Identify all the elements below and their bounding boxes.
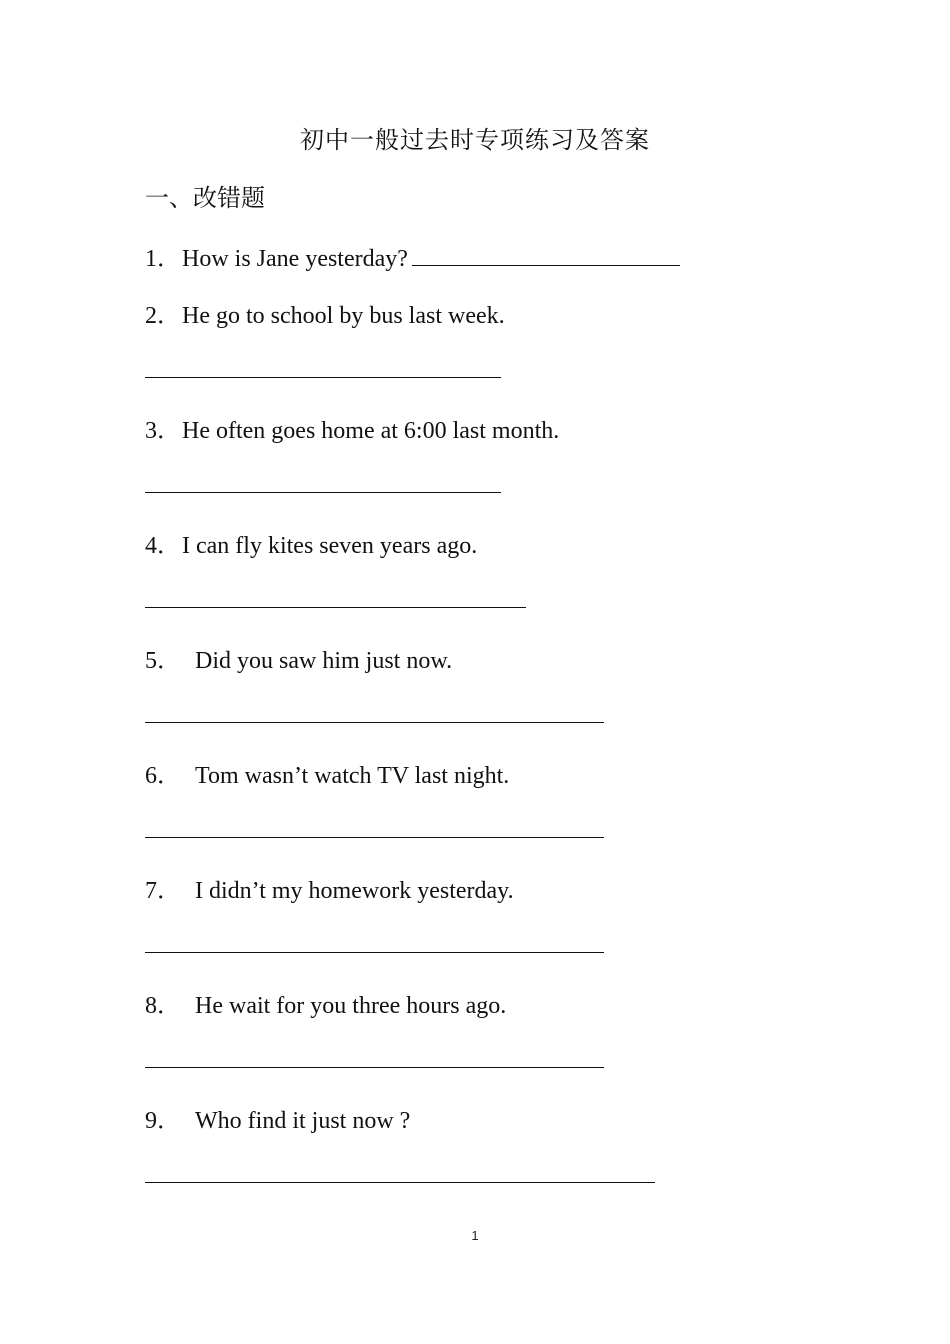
question-text: He often goes home at 6:00 last month. [182, 418, 560, 444]
answer-blank [145, 1182, 655, 1183]
question-5 [145, 640, 452, 675]
question-number: 2． [145, 303, 181, 329]
question-number: 6． [145, 763, 181, 789]
question-2 [145, 295, 505, 330]
answer-blank [145, 377, 501, 378]
question-number: 4． [145, 533, 181, 559]
document-title: 初中一般过去时专项练习及答案 [300, 126, 650, 154]
question-4 [145, 525, 477, 560]
question-text: He wait for you three hours ago. [195, 993, 507, 1019]
question-text: How is Jane yesterday? [182, 246, 408, 272]
answer-blank [145, 492, 501, 493]
question-number: 9． [145, 1108, 181, 1134]
question-text: Did you saw him just now. [195, 648, 453, 674]
answer-blank [412, 243, 680, 266]
question-7 [145, 870, 514, 905]
section-heading: 一、改错题 [145, 184, 265, 212]
question-text: I didn’t my homework yesterday. [195, 878, 514, 904]
answer-blank [145, 952, 604, 953]
answer-blank [145, 722, 604, 723]
question-number: 3． [145, 418, 181, 444]
page-number: 1 [471, 1228, 479, 1243]
question-6 [145, 755, 509, 790]
question-8 [145, 985, 506, 1020]
answer-blank [145, 607, 526, 608]
question-text: Tom wasn’t watch TV last night. [195, 763, 510, 789]
question-number: 5． [145, 648, 181, 674]
question-number: 8． [145, 993, 181, 1019]
question-9 [145, 1100, 410, 1135]
question-text: Who find it just now ? [195, 1108, 411, 1134]
question-1 [145, 238, 680, 273]
question-text: He go to school by bus last week. [182, 303, 505, 329]
answer-blank [145, 837, 604, 838]
question-3 [145, 410, 559, 445]
question-number: 1． [145, 246, 181, 272]
question-text: I can fly kites seven years ago. [182, 533, 478, 559]
question-number: 7． [145, 878, 181, 904]
answer-blank [145, 1067, 604, 1068]
